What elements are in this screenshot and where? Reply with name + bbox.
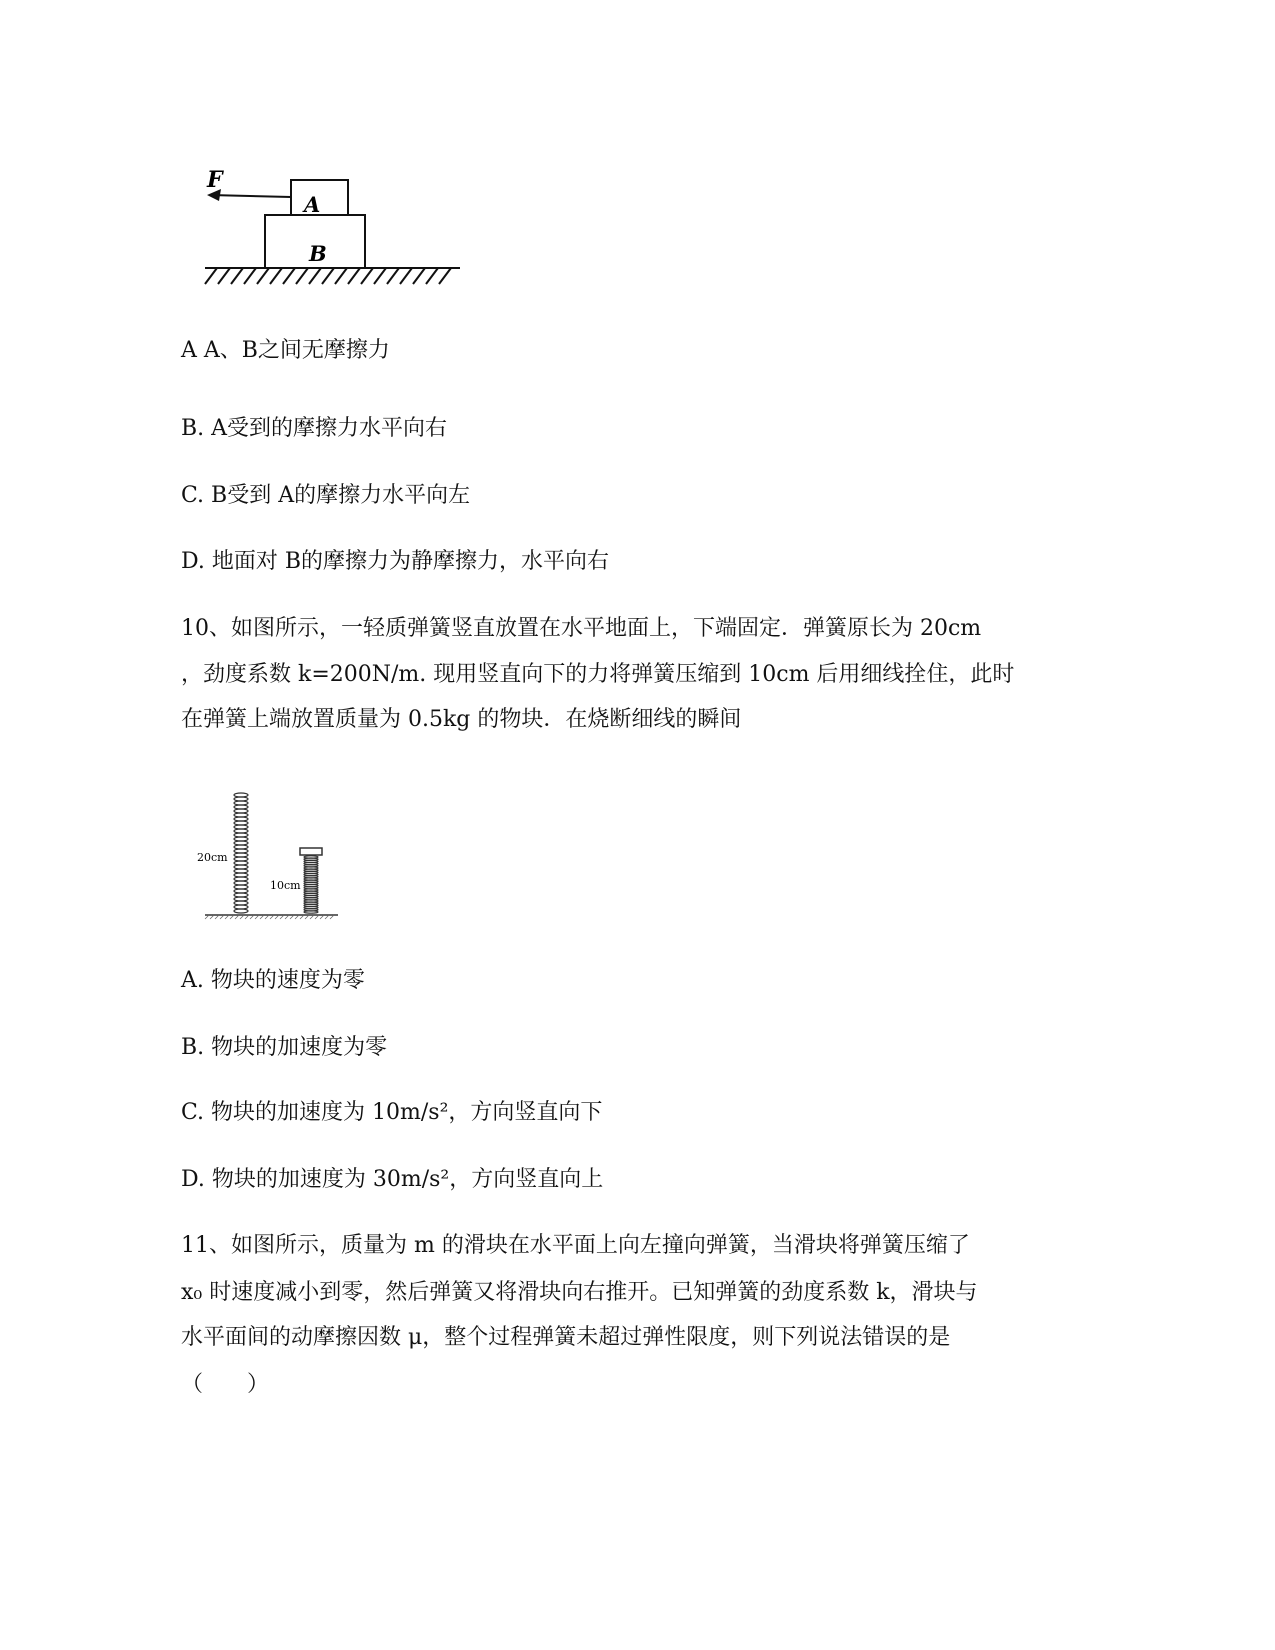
hatch-mark	[283, 268, 295, 284]
figure-blocks-ab	[195, 160, 475, 295]
block-a-label: A	[304, 192, 321, 217]
ground-hatching	[205, 268, 451, 284]
q9-option-c: C. B受到 A的摩擦力水平向左	[181, 483, 471, 508]
hatch-mark	[374, 268, 386, 284]
figure-springs	[195, 785, 345, 920]
hatch-mark	[413, 268, 425, 284]
q9-option-a: A A、B之间无摩擦力	[181, 338, 390, 363]
q10-stem-line-1: 10、如图所示，一轻质弹簧竖直放置在水平地面上，下端固定．弹簧原长为 20cm	[181, 616, 982, 641]
q10-option-c: C. 物块的加速度为 10m/s²，方向竖直向下	[181, 1100, 603, 1125]
q10-stem-line-3: 在弹簧上端放置质量为 0.5kg 的物块．在烧断细线的瞬间	[181, 707, 742, 732]
q10-option-d: D. 物块的加速度为 30m/s²，方向竖直向上	[181, 1167, 604, 1192]
q11-stem-line-1: 11、如图所示，质量为 m 的滑块在水平面上向左撞向弹簧，当滑块将弹簧压缩了	[181, 1233, 970, 1258]
hatch-mark	[361, 268, 373, 284]
q10-option-b: B. 物块的加速度为零	[181, 1035, 388, 1060]
hatch-mark	[400, 268, 412, 284]
hatch-mark	[218, 268, 230, 284]
hatch-mark	[322, 268, 334, 284]
q11-stem-line-2: x₀ 时速度减小到零，然后弹簧又将滑块向右推开。已知弹簧的劲度系数 k，滑块与	[181, 1280, 978, 1305]
label-20cm: 20cm	[197, 851, 228, 864]
spring-long	[234, 793, 248, 913]
force-label: F	[207, 167, 223, 193]
q10-option-a: A. 物块的速度为零	[181, 968, 365, 993]
q9-option-b: B. A受到的摩擦力水平向右	[181, 416, 448, 441]
hatch-mark	[335, 268, 347, 284]
hatch-mark	[205, 268, 217, 284]
hatch-mark	[296, 268, 308, 284]
q10-stem-line-2: ，劲度系数 k=200N/m. 现用竖直向下的力将弹簧压缩到 10cm 后用细线拴住，此时	[181, 662, 1015, 687]
hatch-mark	[231, 268, 243, 284]
hatch-mark	[387, 268, 399, 284]
label-10cm: 10cm	[270, 879, 301, 892]
hatch-mark	[426, 268, 438, 284]
hatch-mark	[348, 268, 360, 284]
hatch-mark	[309, 268, 321, 284]
spring-coil	[234, 909, 248, 913]
force-arrow	[210, 195, 291, 197]
q11-stem-line-3: 水平面间的动摩擦因数 μ，整个过程弹簧未超过弹性限度，则下列说法错误的是	[181, 1325, 951, 1350]
hatch-mark	[270, 268, 282, 284]
q11-stem-line-4: （ ）	[181, 1372, 270, 1397]
spring-coil	[304, 911, 318, 913]
hatch-mark	[439, 268, 451, 284]
q9-option-d: D. 地面对 B的摩擦力为静摩擦力，水平向右	[181, 549, 610, 574]
spring-cap	[300, 848, 322, 855]
block-b-label: B	[309, 241, 327, 266]
hatch-mark	[244, 268, 256, 284]
spring-short	[304, 856, 318, 913]
hatch-mark	[257, 268, 269, 284]
